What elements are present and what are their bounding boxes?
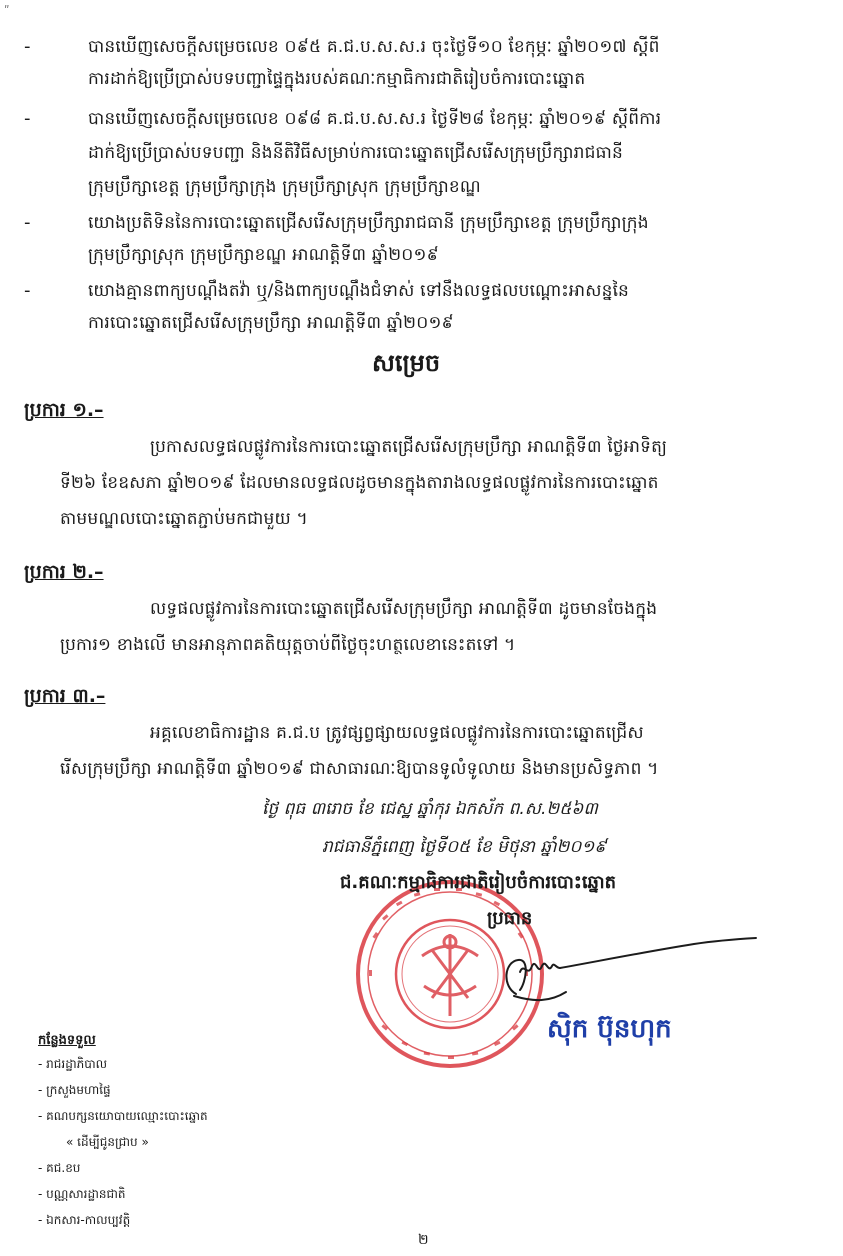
- bullet-line: ដាក់ឱ្យប្រើប្រាស់បទបញ្ជា និងនីតិវិធីសម្រាប់ការបោះឆ្នោតជ្រើសរើសក្រុមប្រឹក្សារាជធានី: [88, 143, 624, 163]
- recipient-item: - គជ.ខប: [38, 1161, 81, 1175]
- recipient-item: - បណ្ណសារដ្ឋានជាតិ: [38, 1187, 126, 1201]
- recipient-item: - រាជរដ្ឋាភិបាល: [38, 1057, 108, 1071]
- recipient-item: - ក្រសួងមហាផ្ទៃ: [38, 1083, 111, 1097]
- article-3-line: រើសក្រុមប្រឹក្សា អាណត្តិទី៣ ឆ្នាំ២០១៩ ជាសាធារណៈឱ្យបានទូលំទូលាយ និងមានប្រសិទ្ធភាព ។: [60, 759, 659, 779]
- lunar-date: ថ្ងៃ ពុធ ៣រោច ខែ ជេស្ឋ ឆ្នាំកុរ ឯកស័ក ព.ស.២៥៦៣: [262, 799, 598, 819]
- recipient-item: - គណបក្សនយោបាយឈ្មោះបោះឆ្នោត: [38, 1109, 208, 1123]
- bullet-dash: -: [24, 212, 31, 233]
- article-2-line: ប្រការ១ ខាងលើ មានអានុភាពគតិយុត្តចាប់ពីថ្ងៃចុះហត្ថលេខានេះតទៅ ។: [60, 635, 516, 655]
- decision-heading: សម្រេច: [372, 349, 441, 377]
- recipient-item: - ឯកសារ-កាលប្បវត្តិ: [38, 1213, 131, 1227]
- recipient-item-note: « ដើម្បីជូនជ្រាប »: [66, 1135, 149, 1149]
- recipients-title: កន្លែងទទួល: [38, 1033, 96, 1048]
- bullet-line: បានឃើញសេចក្តីសម្រេចលេខ ០៩៥ គ.ជ.ប.ស.ស.រ ចុះថ្ងៃទី១០ ខែកុម្ភៈ ឆ្នាំ២០១៧ ស្តីពី: [88, 37, 660, 57]
- article-1-line: ទី២៦ ខែឧសភា ឆ្នាំ២០១៩ ដែលមានលទ្ធផលដូចមានក្នុងតារាងលទ្ធផលផ្លូវការនៃការបោះឆ្នោត: [60, 473, 659, 493]
- bullet-dash: -: [24, 108, 31, 129]
- bullet-line: ក្រុមប្រឹក្សាស្រុក ក្រុមប្រឹក្សាខណ្ឌ អាណត្តិទី៣ ឆ្នាំ២០១៩: [88, 245, 439, 265]
- article-2-line: លទ្ធផលផ្លូវការនៃការបោះឆ្នោតជ្រើសរើសក្រុមប្រឹក្សា អាណត្តិទី៣ ដូចមានចែងក្នុង: [150, 599, 658, 619]
- organization-name: ជ.គណៈកម្មាធិការជាតិរៀបចំការបោះឆ្នោត: [340, 872, 617, 893]
- article-1-line: ប្រកាសលទ្ធផលផ្លូវការនៃការបោះឆ្នោតជ្រើសរើសក្រុមប្រឹក្សា អាណត្តិទី៣ ថ្ងៃអាទិត្យ: [150, 437, 668, 457]
- bullet-line: យោងគ្មានពាក្យបណ្តឹងតវ៉ា ឬ/និងពាក្យបណ្តឹងជំទាស់ ទៅនឹងលទ្ធផលបណ្តោះអាសន្ននៃ: [88, 281, 630, 301]
- corner-mark: ʺ: [4, 4, 10, 18]
- article-3-title: ប្រការ ៣.–: [24, 685, 106, 707]
- solar-date: រាជធានីភ្នំពេញ ថ្ងៃទី០៥ ខែ មិថុនា ឆ្នាំ២០១៩: [322, 837, 607, 857]
- bullet-line: ការដាក់ឱ្យប្រើប្រាស់បទបញ្ជាផ្ទៃក្នុងរបស់គណៈកម្មាធិការជាតិរៀបចំការបោះឆ្នោត: [88, 69, 586, 89]
- bullet-line: ក្រុមប្រឹក្សាខេត្ត ក្រុមប្រឹក្សាក្រុង ក្រុមប្រឹក្សាស្រុក ក្រុមប្រឹក្សាខណ្ឌ: [88, 177, 481, 197]
- article-1-line: តាមមណ្ឌលបោះឆ្នោតភ្ជាប់មកជាមួយ ។: [60, 509, 308, 529]
- signer-name: ស៊ិក ប៊ុនហុក: [547, 1014, 672, 1044]
- bullet-line: ការបោះឆ្នោតជ្រើសរើសក្រុមប្រឹក្សា អាណត្តិទី៣ ឆ្នាំ២០១៩: [88, 313, 454, 333]
- bullet-dash: -: [24, 280, 31, 301]
- signatory-role: ប្រធាន: [487, 908, 533, 929]
- article-2-title: ប្រការ ២.–: [24, 561, 104, 583]
- article-1-title: ប្រការ ១.–: [24, 399, 104, 421]
- bullet-dash: -: [24, 36, 31, 57]
- bullet-line: បានឃើញសេចក្តីសម្រេចលេខ ០៩៨ គ.ជ.ប.ស.ស.រ ថ្ងៃទី២៨ ខែកុម្ភៈ ឆ្នាំ២០១៩ ស្តីពីការ: [88, 109, 662, 129]
- bullet-line: យោងប្រតិទិននៃការបោះឆ្នោតជ្រើសរើសក្រុមប្រឹក្សារាជធានី ក្រុមប្រឹក្សាខេត្ត ក្រុមប្រឹក្សាក្រុង: [88, 213, 649, 233]
- article-3-line: អគ្គលេខាធិការដ្ឋាន គ.ជ.ប ត្រូវផ្សព្វផ្សាយលទ្ធផលផ្លូវការនៃការបោះឆ្នោតជ្រើស: [150, 723, 644, 743]
- page-number: ២: [418, 1232, 429, 1248]
- handwritten-signature: [494, 932, 764, 1012]
